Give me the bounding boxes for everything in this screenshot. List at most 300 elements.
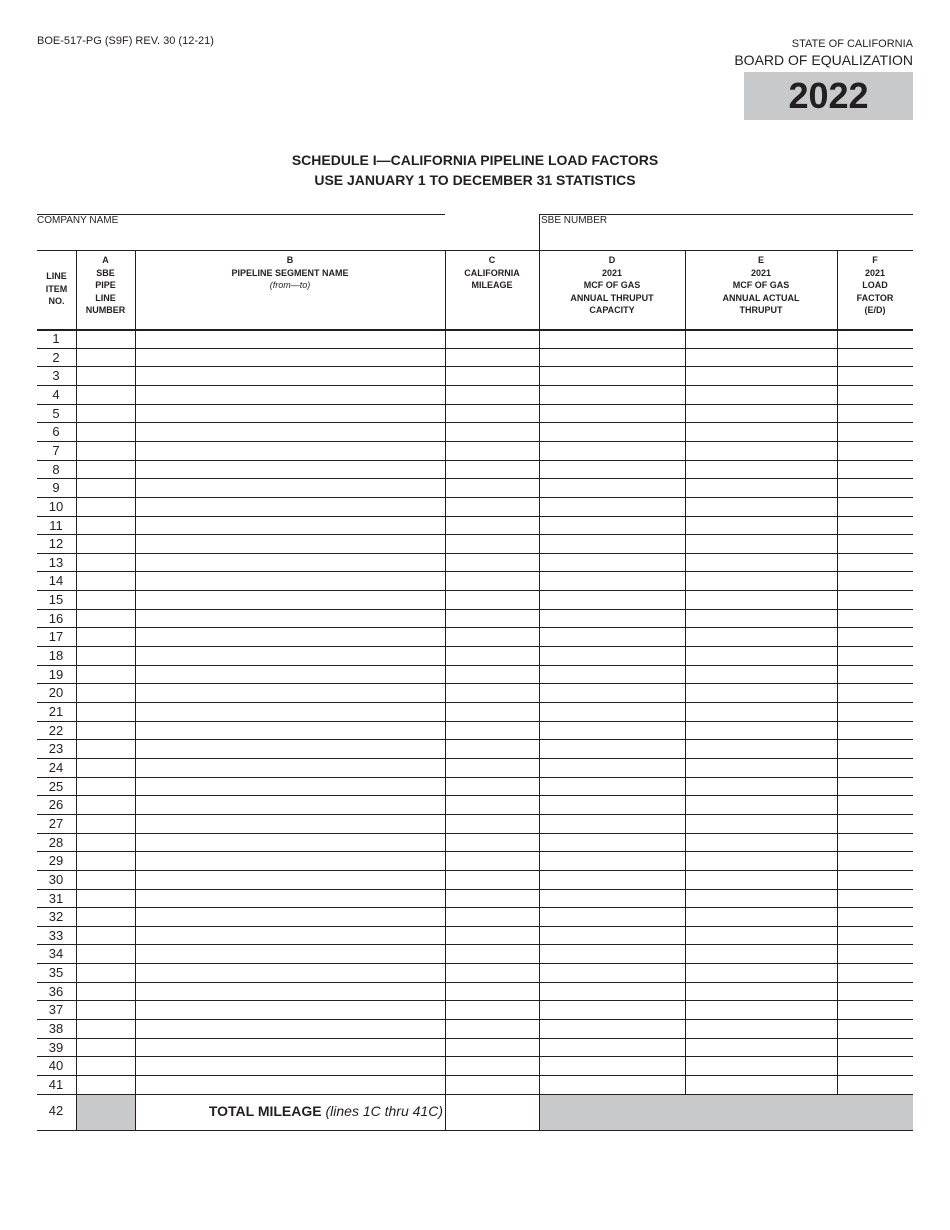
table-cell-c[interactable] — [446, 1020, 538, 1037]
table-cell-f[interactable] — [838, 610, 912, 627]
table-cell-f[interactable] — [838, 722, 912, 739]
table-cell-f[interactable] — [838, 572, 912, 589]
company-name-field[interactable] — [37, 228, 445, 249]
table-cell-d[interactable] — [540, 535, 684, 552]
table-cell-a[interactable] — [77, 890, 134, 907]
table-cell-a[interactable] — [77, 405, 134, 422]
table-cell-c[interactable] — [446, 628, 538, 645]
table-cell-e[interactable] — [686, 945, 836, 962]
table-cell-c[interactable] — [446, 722, 538, 739]
table-cell-d[interactable] — [540, 628, 684, 645]
table-cell-b[interactable] — [136, 330, 444, 347]
table-cell-a[interactable] — [77, 628, 134, 645]
schedule-subtitle: USE JANUARY 1 TO DECEMBER 31 STATISTICS — [314, 172, 636, 188]
table-cell-a[interactable] — [77, 1076, 134, 1093]
table-cell-c[interactable] — [446, 330, 538, 347]
line-number: 12 — [48, 536, 64, 551]
table-cell-a[interactable] — [77, 1001, 134, 1018]
table-cell-f[interactable] — [838, 964, 912, 981]
table-bottom-rule — [37, 1130, 913, 1131]
table-cell-c[interactable] — [446, 591, 538, 608]
table-cell-f[interactable] — [838, 908, 912, 925]
table-cell-a[interactable] — [77, 479, 134, 496]
table-cell-a[interactable] — [77, 666, 134, 683]
table-cell-a[interactable] — [77, 871, 134, 888]
table-cell-c[interactable] — [446, 1039, 538, 1056]
table-cell-d[interactable] — [540, 1057, 684, 1074]
table-cell-e[interactable] — [686, 461, 836, 478]
column-header-note: (from—to) — [269, 280, 311, 290]
table-cell-f[interactable] — [838, 703, 912, 720]
table-cell-e[interactable] — [686, 871, 836, 888]
table-cell-c[interactable] — [446, 647, 538, 664]
table-cell-b[interactable] — [136, 890, 444, 907]
table-cell-a[interactable] — [77, 908, 134, 925]
table-cell-e[interactable] — [686, 666, 836, 683]
table-cell-f[interactable] — [838, 1076, 912, 1093]
table-cell-d[interactable] — [540, 1020, 684, 1037]
table-cell-e[interactable] — [686, 1076, 836, 1093]
table-cell-b[interactable] — [136, 423, 444, 440]
table-cell-b[interactable] — [136, 367, 444, 384]
table-cell-d[interactable] — [540, 386, 684, 403]
table-cell-a[interactable] — [77, 498, 134, 515]
table-cell-d[interactable] — [540, 442, 684, 459]
table-cell-a[interactable] — [77, 684, 134, 701]
table-cell-b[interactable] — [136, 479, 444, 496]
line-number: 40 — [48, 1058, 64, 1073]
table-cell-b[interactable] — [136, 405, 444, 422]
table-cell-b[interactable] — [136, 498, 444, 515]
table-cell-f[interactable] — [838, 461, 912, 478]
table-cell-e[interactable] — [686, 628, 836, 645]
table-cell-e[interactable] — [686, 1020, 836, 1037]
table-cell-b[interactable] — [136, 442, 444, 459]
table-cell-d[interactable] — [540, 666, 684, 683]
table-cell-c[interactable] — [446, 834, 538, 851]
table-cell-d[interactable] — [540, 610, 684, 627]
table-cell-e[interactable] — [686, 927, 836, 944]
table-cell-e[interactable] — [686, 1001, 836, 1018]
table-cell-b[interactable] — [136, 386, 444, 403]
table-cell-e[interactable] — [686, 349, 836, 366]
table-cell-f[interactable] — [838, 367, 912, 384]
table-cell-a[interactable] — [77, 964, 134, 981]
table-cell-d[interactable] — [540, 461, 684, 478]
table-cell-e[interactable] — [686, 1057, 836, 1074]
table-cell-c[interactable] — [446, 927, 538, 944]
table-cell-c[interactable] — [446, 852, 538, 869]
table-cell-e[interactable] — [686, 572, 836, 589]
table-cell-b[interactable] — [136, 908, 444, 925]
table-cell-d[interactable] — [540, 834, 684, 851]
table-cell-b[interactable] — [136, 740, 444, 757]
table-cell-c[interactable] — [446, 759, 538, 776]
table-cell-c[interactable] — [446, 983, 538, 1000]
table-cell-c[interactable] — [446, 1001, 538, 1018]
table-cell-b[interactable] — [136, 1076, 444, 1093]
table-cell-f[interactable] — [838, 740, 912, 757]
table-cell-d[interactable] — [540, 647, 684, 664]
table-cell-b[interactable] — [136, 628, 444, 645]
table-cell-a[interactable] — [77, 983, 134, 1000]
table-cell-f[interactable] — [838, 647, 912, 664]
table-cell-c[interactable] — [446, 535, 538, 552]
table-cell-b[interactable] — [136, 834, 444, 851]
table-cell-d[interactable] — [540, 1076, 684, 1093]
table-cell-e[interactable] — [686, 1039, 836, 1056]
table-cell-b[interactable] — [136, 554, 444, 571]
table-cell-e[interactable] — [686, 890, 836, 907]
table-cell-d[interactable] — [540, 703, 684, 720]
column-header-c — [445, 254, 539, 292]
table-cell-c[interactable] — [446, 442, 538, 459]
table-cell-b[interactable] — [136, 610, 444, 627]
table-cell-d[interactable] — [540, 405, 684, 422]
table-cell-d[interactable] — [540, 423, 684, 440]
table-cell-f[interactable] — [838, 479, 912, 496]
table-cell-c[interactable] — [446, 386, 538, 403]
table-cell-b[interactable] — [136, 535, 444, 552]
table-cell-c[interactable] — [446, 945, 538, 962]
column-header-line: A — [102, 255, 109, 265]
table-cell-a[interactable] — [77, 367, 134, 384]
table-cell-e[interactable] — [686, 684, 836, 701]
column-header-line: SBE — [96, 267, 115, 278]
sbe-number-field[interactable] — [541, 228, 913, 249]
table-cell-b[interactable] — [136, 703, 444, 720]
table-cell-a[interactable] — [77, 1057, 134, 1074]
table-cell-d[interactable] — [540, 591, 684, 608]
table-cell-e[interactable] — [686, 815, 836, 832]
table-cell-a[interactable] — [77, 386, 134, 403]
table-cell-a[interactable] — [77, 330, 134, 347]
table-cell-e[interactable] — [686, 498, 836, 515]
table-cell-e[interactable] — [686, 908, 836, 925]
table-cell-f[interactable] — [838, 871, 912, 888]
table-cell-a[interactable] — [77, 535, 134, 552]
table-cell-b[interactable] — [136, 461, 444, 478]
table-cell-c[interactable] — [446, 740, 538, 757]
table-cell-d[interactable] — [540, 796, 684, 813]
line-number: 35 — [48, 965, 64, 980]
table-cell-a[interactable] — [77, 796, 134, 813]
column-header-line: (E/D) — [864, 305, 886, 315]
line-number: 6 — [52, 424, 60, 439]
table-cell-f[interactable] — [838, 1001, 912, 1018]
table-cell-c[interactable] — [446, 479, 538, 496]
table-cell-e[interactable] — [686, 610, 836, 627]
table-cell-f[interactable] — [838, 796, 912, 813]
table-cell-e[interactable] — [686, 703, 836, 720]
table-cell-d[interactable] — [540, 983, 684, 1000]
table-cell-b[interactable] — [136, 1039, 444, 1056]
table-cell-c[interactable] — [446, 815, 538, 832]
line-number: 34 — [48, 946, 64, 961]
table-cell-e[interactable] — [686, 330, 836, 347]
table-cell-b[interactable] — [136, 852, 444, 869]
table-cell-a[interactable] — [77, 591, 134, 608]
column-header-line: CAPACITY — [589, 305, 635, 315]
total-row-shaded-a — [76, 1094, 135, 1130]
table-cell-b[interactable] — [136, 778, 444, 795]
table-cell-f[interactable] — [838, 349, 912, 366]
table-cell-d[interactable] — [540, 964, 684, 981]
line-number: 18 — [48, 648, 64, 663]
table-cell-f[interactable] — [838, 778, 912, 795]
table-cell-c[interactable] — [446, 405, 538, 422]
column-header-f — [837, 254, 913, 317]
table-cell-f[interactable] — [838, 834, 912, 851]
table-cell-f[interactable] — [838, 983, 912, 1000]
table-cell-c[interactable] — [446, 964, 538, 981]
sbe-number-label: SBE NUMBER — [541, 215, 608, 226]
schedule-title: SCHEDULE I—CALIFORNIA PIPELINE LOAD FACTORS — [291, 152, 659, 168]
table-cell-e[interactable] — [686, 778, 836, 795]
table-cell-e[interactable] — [686, 852, 836, 869]
table-cell-f[interactable] — [838, 386, 912, 403]
table-cell-a[interactable] — [77, 778, 134, 795]
line-number: 24 — [48, 760, 64, 775]
table-cell-d[interactable] — [540, 367, 684, 384]
column-header-e — [685, 254, 837, 317]
table-cell-b[interactable] — [136, 572, 444, 589]
table-cell-d[interactable] — [540, 479, 684, 496]
table-cell-a[interactable] — [77, 647, 134, 664]
table-cell-a[interactable] — [77, 517, 134, 534]
line-number: 39 — [48, 1040, 64, 1055]
table-cell-e[interactable] — [686, 479, 836, 496]
table-cell-c[interactable] — [446, 461, 538, 478]
line-number: 28 — [48, 835, 64, 850]
table-cell-a[interactable] — [77, 349, 134, 366]
table-cell-c[interactable] — [446, 703, 538, 720]
table-cell-d[interactable] — [540, 572, 684, 589]
table-cell-f[interactable] — [838, 554, 912, 571]
table-cell-c[interactable] — [446, 349, 538, 366]
table-cell-e[interactable] — [686, 423, 836, 440]
table-cell-c[interactable] — [446, 610, 538, 627]
table-cell-d[interactable] — [540, 498, 684, 515]
line-number: 8 — [52, 462, 60, 477]
table-cell-c[interactable] — [446, 367, 538, 384]
column-header-line: NO. — [48, 296, 65, 306]
table-cell-f[interactable] — [838, 442, 912, 459]
table-cell-a[interactable] — [77, 1039, 134, 1056]
table-cell-c[interactable] — [446, 572, 538, 589]
table-cell-f[interactable] — [838, 405, 912, 422]
table-cell-f[interactable] — [838, 684, 912, 701]
table-cell-c[interactable] — [446, 666, 538, 683]
table-cell-b[interactable] — [136, 666, 444, 683]
table-cell-c[interactable] — [446, 684, 538, 701]
table-cell-f[interactable] — [838, 759, 912, 776]
table-cell-b[interactable] — [136, 684, 444, 701]
column-header-line: THRUPUT — [739, 305, 783, 315]
table-cell-a[interactable] — [77, 852, 134, 869]
column-header-a — [76, 254, 135, 317]
table-cell-f[interactable] — [838, 927, 912, 944]
table-cell-d[interactable] — [540, 908, 684, 925]
table-cell-b[interactable] — [136, 517, 444, 534]
line-number: 22 — [48, 723, 64, 738]
table-cell-d[interactable] — [540, 684, 684, 701]
table-cell-d[interactable] — [540, 722, 684, 739]
table-cell-d[interactable] — [540, 330, 684, 347]
table-cell-f[interactable] — [838, 1020, 912, 1037]
line-number: 14 — [48, 573, 64, 588]
table-cell-d[interactable] — [540, 945, 684, 962]
table-cell-c[interactable] — [446, 778, 538, 795]
table-cell-f[interactable] — [838, 330, 912, 347]
table-cell-f[interactable] — [838, 1057, 912, 1074]
table-cell-b[interactable] — [136, 927, 444, 944]
table-cell-a[interactable] — [77, 572, 134, 589]
table-cell-e[interactable] — [686, 386, 836, 403]
table-cell-d[interactable] — [540, 349, 684, 366]
table-cell-a[interactable] — [77, 927, 134, 944]
total-line-number: 42 — [48, 1103, 64, 1118]
table-cell-b[interactable] — [136, 945, 444, 962]
table-cell-b[interactable] — [136, 1020, 444, 1037]
table-cell-e[interactable] — [686, 367, 836, 384]
table-cell-d[interactable] — [540, 554, 684, 571]
table-cell-a[interactable] — [77, 423, 134, 440]
table-cell-e[interactable] — [686, 796, 836, 813]
table-cell-e[interactable] — [686, 964, 836, 981]
column-header-line: E — [757, 255, 764, 265]
line-number: 13 — [48, 555, 64, 570]
table-cell-b[interactable] — [136, 1057, 444, 1074]
table-cell-b[interactable] — [136, 759, 444, 776]
table-cell-e[interactable] — [686, 740, 836, 757]
column-header-line: LINE — [95, 292, 116, 303]
table-cell-b[interactable] — [136, 349, 444, 366]
table-cell-d[interactable] — [540, 759, 684, 776]
line-number: 7 — [52, 443, 60, 458]
column-header-line: LOAD — [862, 280, 888, 290]
table-cell-c[interactable] — [446, 517, 538, 534]
table-cell-a[interactable] — [77, 703, 134, 720]
table-cell-f[interactable] — [838, 1039, 912, 1056]
table-cell-f[interactable] — [838, 890, 912, 907]
line-number: 26 — [48, 797, 64, 812]
table-cell-f[interactable] — [838, 628, 912, 645]
table-cell-e[interactable] — [686, 517, 836, 534]
table-cell-e[interactable] — [686, 722, 836, 739]
table-cell-c[interactable] — [446, 890, 538, 907]
table-cell-a[interactable] — [77, 722, 134, 739]
column-header-line: PIPE — [95, 280, 116, 290]
table-cell-b[interactable] — [136, 796, 444, 813]
table-cell-b[interactable] — [136, 591, 444, 608]
table-cell-c[interactable] — [446, 871, 538, 888]
table-cell-f[interactable] — [838, 815, 912, 832]
table-cell-a[interactable] — [77, 442, 134, 459]
table-cell-d[interactable] — [540, 740, 684, 757]
table-cell-a[interactable] — [77, 1020, 134, 1037]
table-cell-f[interactable] — [838, 535, 912, 552]
table-cell-b[interactable] — [136, 815, 444, 832]
line-number: 5 — [52, 406, 60, 421]
table-cell-d[interactable] — [540, 815, 684, 832]
line-number: 4 — [52, 387, 60, 402]
table-cell-e[interactable] — [686, 834, 836, 851]
column-header-line: 2021 — [601, 267, 623, 278]
table-cell-e[interactable] — [686, 759, 836, 776]
table-cell-e[interactable] — [686, 442, 836, 459]
table-cell-f[interactable] — [838, 423, 912, 440]
table-cell-d[interactable] — [540, 852, 684, 869]
table-cell-a[interactable] — [77, 740, 134, 757]
column-header-line: MCF OF GAS — [732, 280, 790, 290]
table-cell-b[interactable] — [136, 1001, 444, 1018]
line-number: 38 — [48, 1021, 64, 1036]
table-cell-f[interactable] — [838, 517, 912, 534]
line-number: 17 — [48, 629, 64, 644]
line-number: 31 — [48, 891, 64, 906]
table-cell-c[interactable] — [446, 796, 538, 813]
table-cell-b[interactable] — [136, 647, 444, 664]
table-cell-e[interactable] — [686, 647, 836, 664]
table-cell-d[interactable] — [540, 517, 684, 534]
table-cell-b[interactable] — [136, 964, 444, 981]
table-cell-d[interactable] — [540, 927, 684, 944]
agency-name: BOARD OF EQUALIZATION — [734, 52, 913, 68]
line-number: 11 — [49, 518, 63, 533]
table-cell-b[interactable] — [136, 722, 444, 739]
table-cell-a[interactable] — [77, 610, 134, 627]
table-cell-e[interactable] — [686, 535, 836, 552]
line-number: 3 — [52, 368, 60, 383]
line-number: 27 — [48, 816, 64, 831]
column-header-b — [135, 254, 445, 292]
table-cell-a[interactable] — [77, 834, 134, 851]
table-cell-e[interactable] — [686, 554, 836, 571]
table-cell-b[interactable] — [136, 983, 444, 1000]
table-cell-f[interactable] — [838, 945, 912, 962]
table-cell-a[interactable] — [77, 815, 134, 832]
line-number: 9 — [52, 480, 60, 495]
table-cell-e[interactable] — [686, 405, 836, 422]
table-cell-c[interactable] — [446, 554, 538, 571]
table-cell-c[interactable] — [446, 498, 538, 515]
table-cell-d[interactable] — [540, 1039, 684, 1056]
table-cell-d[interactable] — [540, 778, 684, 795]
table-cell-e[interactable] — [686, 983, 836, 1000]
table-cell-d[interactable] — [540, 890, 684, 907]
table-cell-e[interactable] — [686, 591, 836, 608]
total-mileage-cell[interactable] — [446, 1095, 538, 1129]
table-cell-c[interactable] — [446, 1057, 538, 1074]
line-number: 25 — [48, 779, 64, 794]
table-cell-c[interactable] — [446, 423, 538, 440]
table-cell-f[interactable] — [838, 852, 912, 869]
table-cell-a[interactable] — [77, 461, 134, 478]
table-cell-f[interactable] — [838, 666, 912, 683]
table-cell-d[interactable] — [540, 1001, 684, 1018]
table-cell-a[interactable] — [77, 945, 134, 962]
table-cell-d[interactable] — [540, 871, 684, 888]
table-cell-c[interactable] — [446, 908, 538, 925]
table-cell-a[interactable] — [77, 759, 134, 776]
table-cell-f[interactable] — [838, 498, 912, 515]
table-cell-b[interactable] — [136, 871, 444, 888]
column-header-line: MCF OF GAS — [583, 280, 641, 290]
table-cell-c[interactable] — [446, 1076, 538, 1093]
table-cell-f[interactable] — [838, 591, 912, 608]
table-cell-a[interactable] — [77, 554, 134, 571]
